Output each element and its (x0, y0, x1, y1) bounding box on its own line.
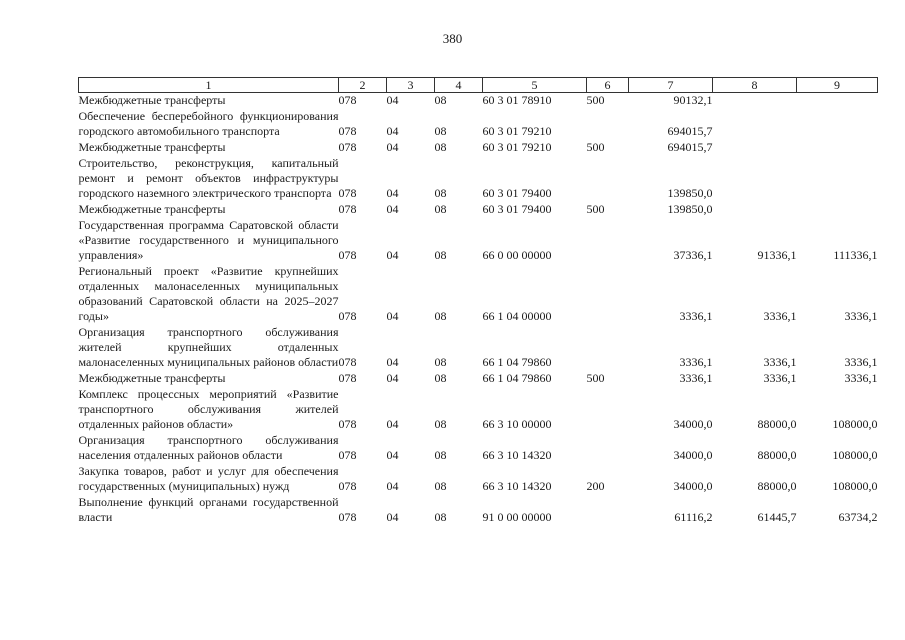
cell-rz: 04 (386, 124, 399, 138)
cell-amount-3: 3336,1 (844, 371, 878, 385)
cell-amount-1: 694015,7 (667, 140, 713, 154)
cell-amount-2 (713, 156, 797, 202)
cell-csr: 66 1 04 79860 (482, 355, 552, 369)
cell-amount-1: 3336,1 (679, 309, 713, 323)
cell-vr: 200 (586, 479, 605, 493)
row-name: Выполнение функций органами государственной власти (78, 495, 339, 524)
cell-gr: 078 (338, 355, 357, 369)
cell-amount-1: 3336,1 (679, 371, 713, 385)
cell-pr: 08 (434, 202, 447, 216)
cell-amount-2: 88000,0 (757, 448, 797, 462)
cell-vr: 500 (586, 371, 605, 385)
cell-amount-1: 37336,1 (673, 248, 713, 262)
cell-vr (587, 218, 629, 264)
table-row (79, 495, 878, 526)
cell-amount-2: 61445,7 (757, 510, 797, 524)
row-name: Строительство, реконструкция, капитальный ремонт и ремонт объектов инфраструктуры городского наземного электрического транспорта (78, 156, 339, 200)
cell-vr: 500 (586, 140, 605, 154)
row-name: Комплекс процессных мероприятий «Развитие транспортного обслуживания жителей отдаленных районов области» (78, 387, 339, 431)
row-name: Государственная программа Саратовской области «Развитие государственного и муниципального управления» (78, 218, 339, 262)
cell-amount-2: 88000,0 (757, 417, 797, 431)
cell-csr: 60 3 01 79210 (482, 140, 552, 154)
cell-gr: 078 (338, 248, 357, 262)
column-header: 9 (797, 78, 878, 93)
cell-amount-2: 88000,0 (757, 479, 797, 493)
cell-amount-3: 108000,0 (832, 417, 878, 431)
cell-vr: 500 (586, 93, 605, 107)
table-row (79, 264, 878, 325)
cell-rz: 04 (386, 140, 399, 154)
cell-amount-1: 139850,0 (667, 202, 713, 216)
row-name: Межбюджетные трансферты (78, 202, 226, 216)
row-name: Межбюджетные трансферты (78, 93, 226, 107)
cell-amount-3: 3336,1 (844, 309, 878, 323)
row-name: Региональный проект «Развитие крупнейших отдаленных малонаселенных муниципальных образований Саратовской области на 2025–2027 годы» (78, 264, 339, 323)
cell-vr (587, 325, 629, 371)
table-row (79, 325, 878, 371)
cell-gr: 078 (338, 140, 357, 154)
cell-vr (587, 156, 629, 202)
row-name: Организация транспортного обслуживания жителей крупнейших отдаленных малонаселенных муниципальных районов области (78, 325, 339, 369)
cell-pr: 08 (434, 417, 447, 431)
cell-vr (587, 495, 629, 526)
cell-vr (587, 433, 629, 464)
cell-pr: 08 (434, 248, 447, 262)
cell-gr: 078 (338, 510, 357, 524)
column-header: 6 (587, 78, 629, 93)
row-name: Закупка товаров, работ и услуг для обеспечения государственных (муниципальных) нужд (78, 464, 339, 493)
cell-amount-2 (713, 140, 797, 156)
column-header: 1 (79, 78, 339, 93)
cell-gr: 078 (338, 309, 357, 323)
table-header-row (79, 78, 878, 93)
cell-gr: 078 (338, 124, 357, 138)
row-name: Межбюджетные трансферты (78, 371, 226, 385)
cell-amount-3 (797, 156, 878, 202)
cell-amount-2: 91336,1 (757, 248, 797, 262)
cell-rz: 04 (386, 479, 399, 493)
cell-pr: 08 (434, 448, 447, 462)
cell-amount-1: 90132,1 (673, 93, 713, 107)
table-row (79, 433, 878, 464)
cell-amount-1: 139850,0 (667, 186, 713, 200)
column-header: 8 (713, 78, 797, 93)
cell-amount-3: 108000,0 (832, 448, 878, 462)
cell-amount-2: 3336,1 (763, 371, 797, 385)
cell-csr: 60 3 01 78910 (482, 93, 552, 107)
cell-pr: 08 (434, 371, 447, 385)
cell-rz: 04 (386, 93, 399, 107)
cell-amount-3: 3336,1 (844, 355, 878, 369)
cell-amount-2 (713, 202, 797, 218)
table-body (79, 93, 878, 527)
cell-csr: 60 3 01 79400 (482, 186, 552, 200)
cell-gr: 078 (338, 202, 357, 216)
cell-pr: 08 (434, 510, 447, 524)
table-row (79, 93, 878, 110)
cell-amount-2: 3336,1 (763, 355, 797, 369)
column-header: 2 (339, 78, 387, 93)
cell-amount-1: 694015,7 (667, 124, 713, 138)
cell-pr: 08 (434, 355, 447, 369)
cell-amount-3: 111336,1 (833, 248, 878, 262)
cell-amount-1: 3336,1 (679, 355, 713, 369)
cell-amount-2: 3336,1 (763, 309, 797, 323)
cell-csr: 66 1 04 79860 (482, 371, 552, 385)
column-header: 3 (387, 78, 435, 93)
cell-rz: 04 (386, 248, 399, 262)
cell-amount-1: 61116,2 (674, 510, 713, 524)
cell-pr: 08 (434, 309, 447, 323)
cell-gr: 078 (338, 448, 357, 462)
column-header: 5 (483, 78, 587, 93)
column-header: 4 (435, 78, 483, 93)
cell-rz: 04 (386, 355, 399, 369)
cell-rz: 04 (386, 202, 399, 216)
cell-vr (587, 264, 629, 325)
cell-rz: 04 (386, 417, 399, 431)
cell-rz: 04 (386, 510, 399, 524)
cell-amount-1: 34000,0 (673, 448, 713, 462)
cell-gr: 078 (338, 417, 357, 431)
row-name: Межбюджетные трансферты (78, 140, 226, 154)
cell-amount-2 (713, 93, 797, 110)
cell-amount-3: 108000,0 (832, 479, 878, 493)
cell-rz: 04 (386, 448, 399, 462)
cell-amount-3 (797, 202, 878, 218)
cell-rz: 04 (386, 309, 399, 323)
cell-pr: 08 (434, 93, 447, 107)
cell-gr: 078 (338, 479, 357, 493)
table-row (79, 371, 878, 387)
cell-pr: 08 (434, 479, 447, 493)
cell-csr: 66 3 10 00000 (482, 417, 552, 431)
budget-table (78, 77, 878, 526)
cell-csr: 66 1 04 00000 (482, 309, 552, 323)
cell-rz: 04 (386, 371, 399, 385)
table-row (79, 156, 878, 202)
cell-pr: 08 (434, 186, 447, 200)
cell-vr (587, 109, 629, 140)
table-row (79, 218, 878, 264)
cell-vr: 500 (586, 202, 605, 216)
cell-amount-1: 34000,0 (673, 479, 713, 493)
cell-amount-3: 63734,2 (838, 510, 878, 524)
cell-amount-3 (797, 93, 878, 110)
cell-gr: 078 (338, 371, 357, 385)
cell-pr: 08 (434, 140, 447, 154)
cell-csr: 60 3 01 79400 (482, 202, 552, 216)
row-name: Организация транспортного обслуживания населения отдаленных районов области (78, 433, 339, 462)
table-row (79, 387, 878, 433)
table-row (79, 140, 878, 156)
page-number: 380 (442, 31, 463, 46)
cell-csr: 66 0 00 00000 (482, 248, 552, 262)
column-header: 7 (629, 78, 713, 93)
table-row (79, 464, 878, 495)
cell-amount-3 (797, 109, 878, 140)
cell-gr: 078 (338, 186, 357, 200)
table-row (79, 109, 878, 140)
cell-vr (587, 387, 629, 433)
cell-csr: 66 3 10 14320 (482, 479, 552, 493)
table-row (79, 202, 878, 218)
cell-pr: 08 (434, 124, 447, 138)
cell-amount-3 (797, 140, 878, 156)
cell-rz: 04 (386, 186, 399, 200)
row-name: Обеспечение бесперебойного функционирования городского автомобильного транспорта (78, 109, 339, 138)
cell-csr: 91 0 00 00000 (482, 510, 552, 524)
cell-amount-2 (713, 109, 797, 140)
cell-csr: 66 3 10 14320 (482, 448, 552, 462)
cell-amount-1: 34000,0 (673, 417, 713, 431)
cell-gr: 078 (338, 93, 357, 107)
cell-csr: 60 3 01 79210 (482, 124, 552, 138)
